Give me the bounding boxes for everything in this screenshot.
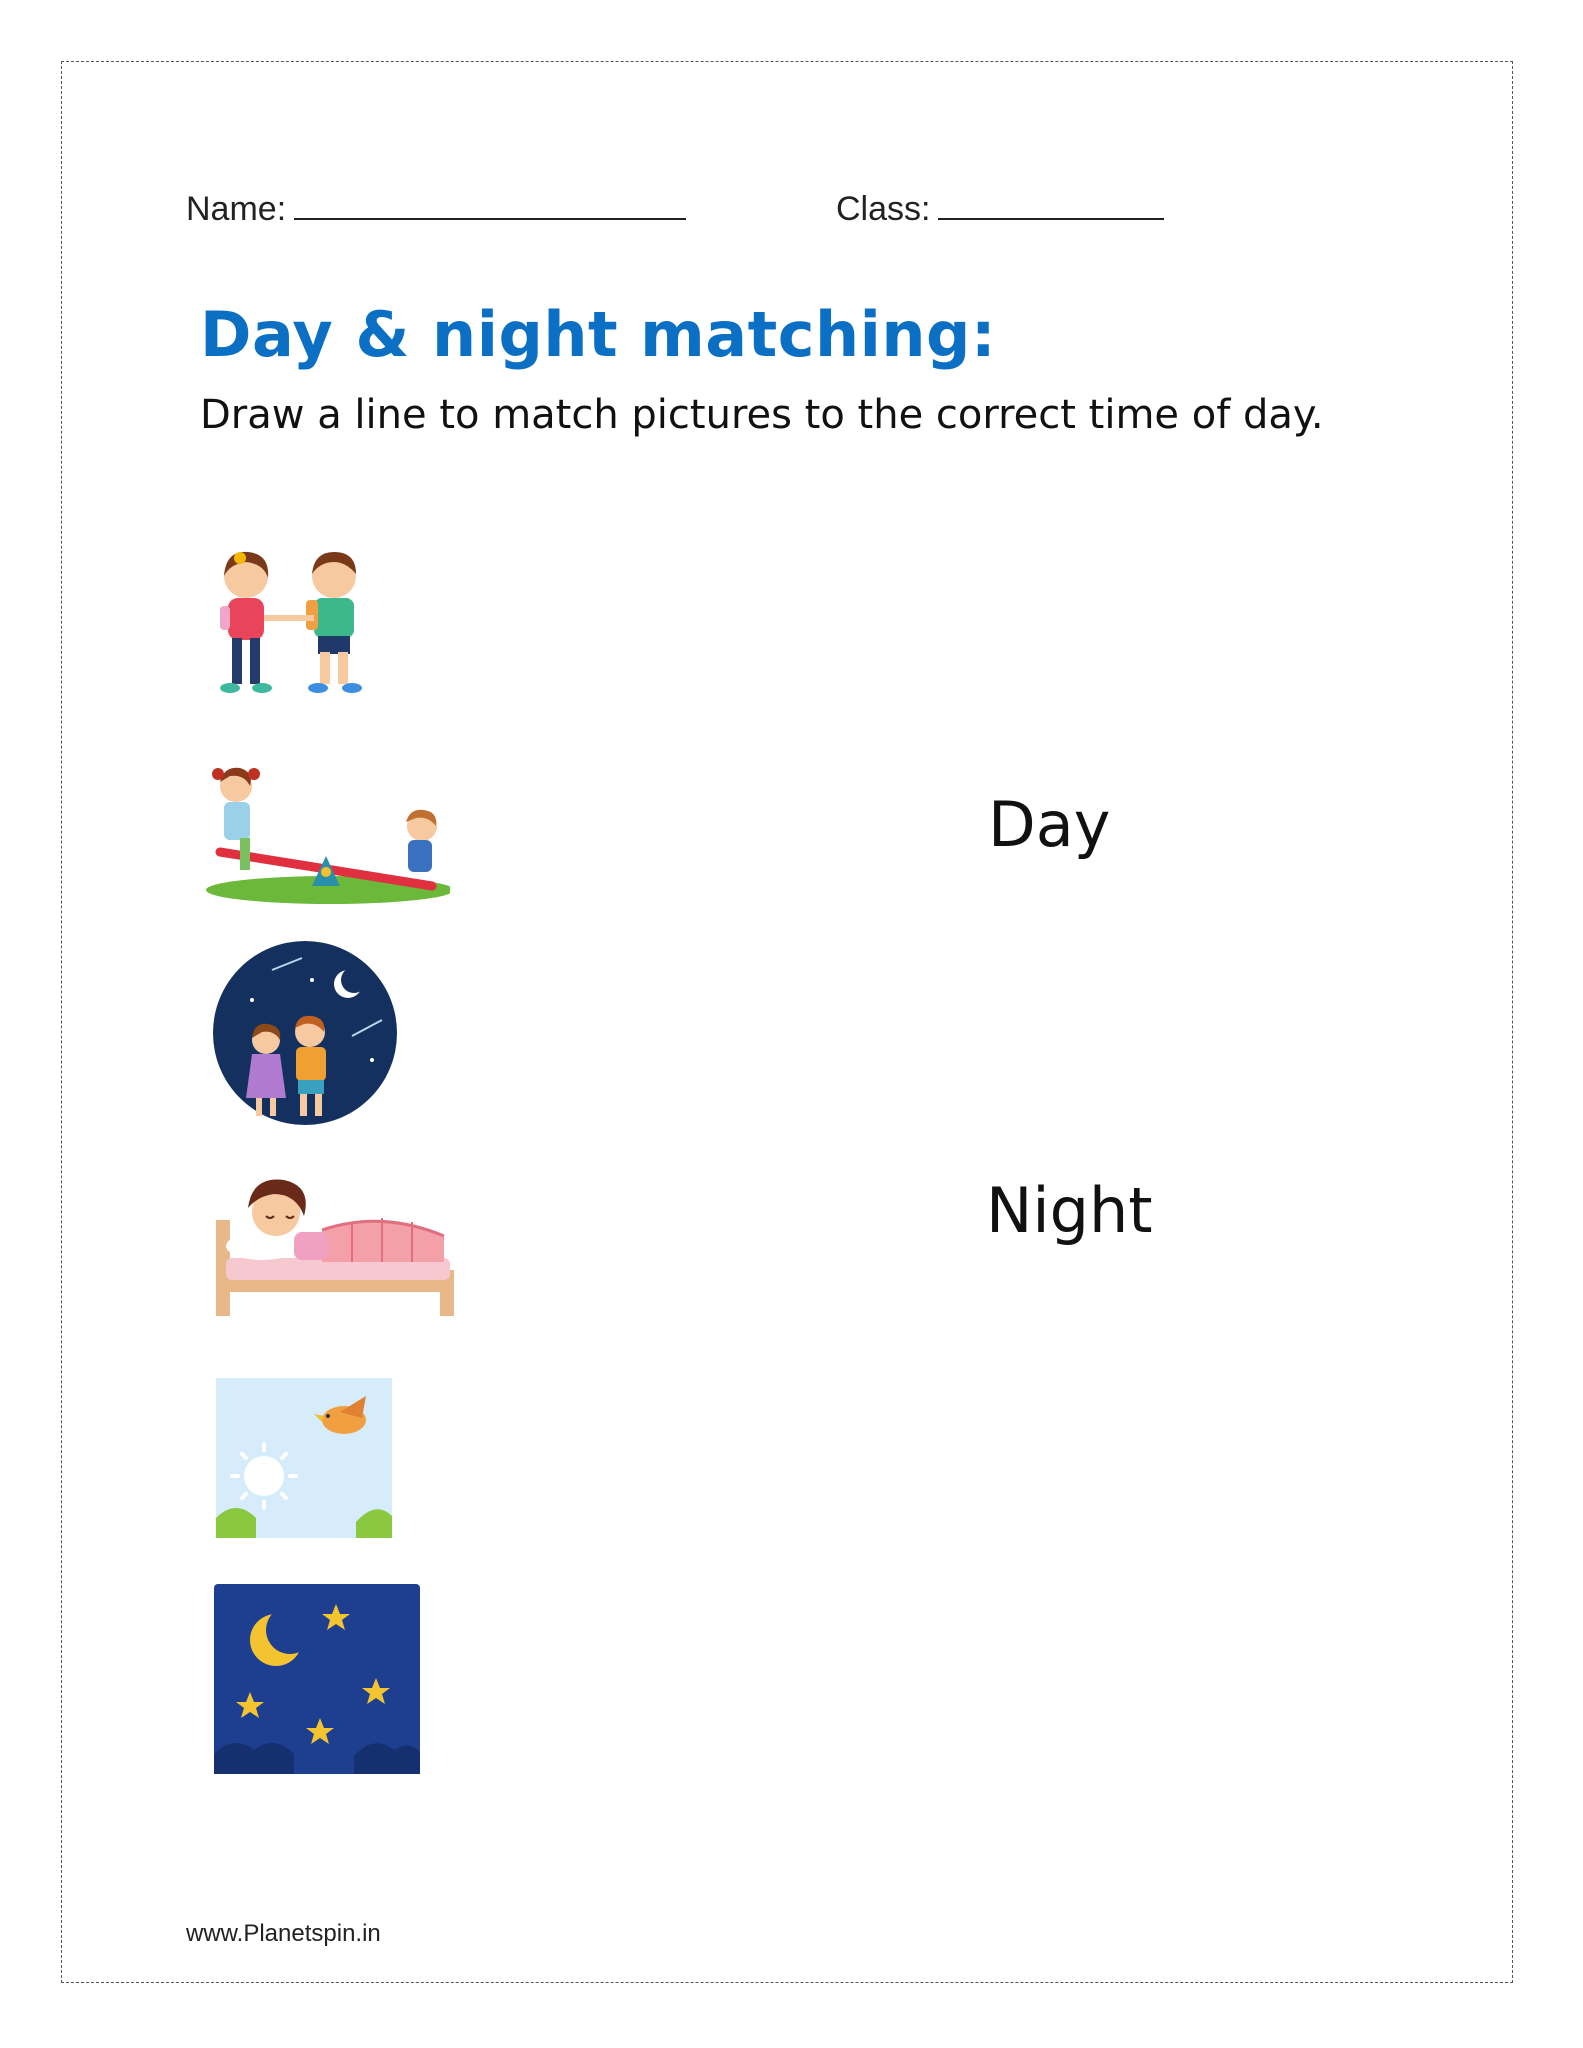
night-label[interactable]: Night bbox=[986, 1174, 1153, 1247]
class-blank-line[interactable] bbox=[938, 218, 1164, 220]
day-label[interactable]: Day bbox=[988, 788, 1111, 861]
name-blank-line[interactable] bbox=[294, 218, 686, 220]
instruction-text: Draw a line to match pictures to the correct time of day. bbox=[200, 392, 1324, 438]
name-label: Name: bbox=[186, 190, 287, 228]
class-field bbox=[836, 190, 1164, 229]
sun-bird-sky-icon[interactable] bbox=[216, 1378, 392, 1538]
page-title: Day & night matching: bbox=[200, 298, 997, 371]
moon-stars-night-sky-icon[interactable] bbox=[214, 1584, 420, 1774]
footer-website: www.Planetspin.in bbox=[186, 1920, 381, 1947]
children-stargazing-icon[interactable] bbox=[212, 940, 398, 1126]
seesaw-playground-icon[interactable] bbox=[200, 760, 450, 908]
children-walking-icon[interactable] bbox=[206, 546, 392, 708]
name-field bbox=[186, 190, 686, 229]
class-label: Class: bbox=[836, 190, 931, 228]
girl-sleeping-bed-icon[interactable] bbox=[212, 1160, 460, 1318]
